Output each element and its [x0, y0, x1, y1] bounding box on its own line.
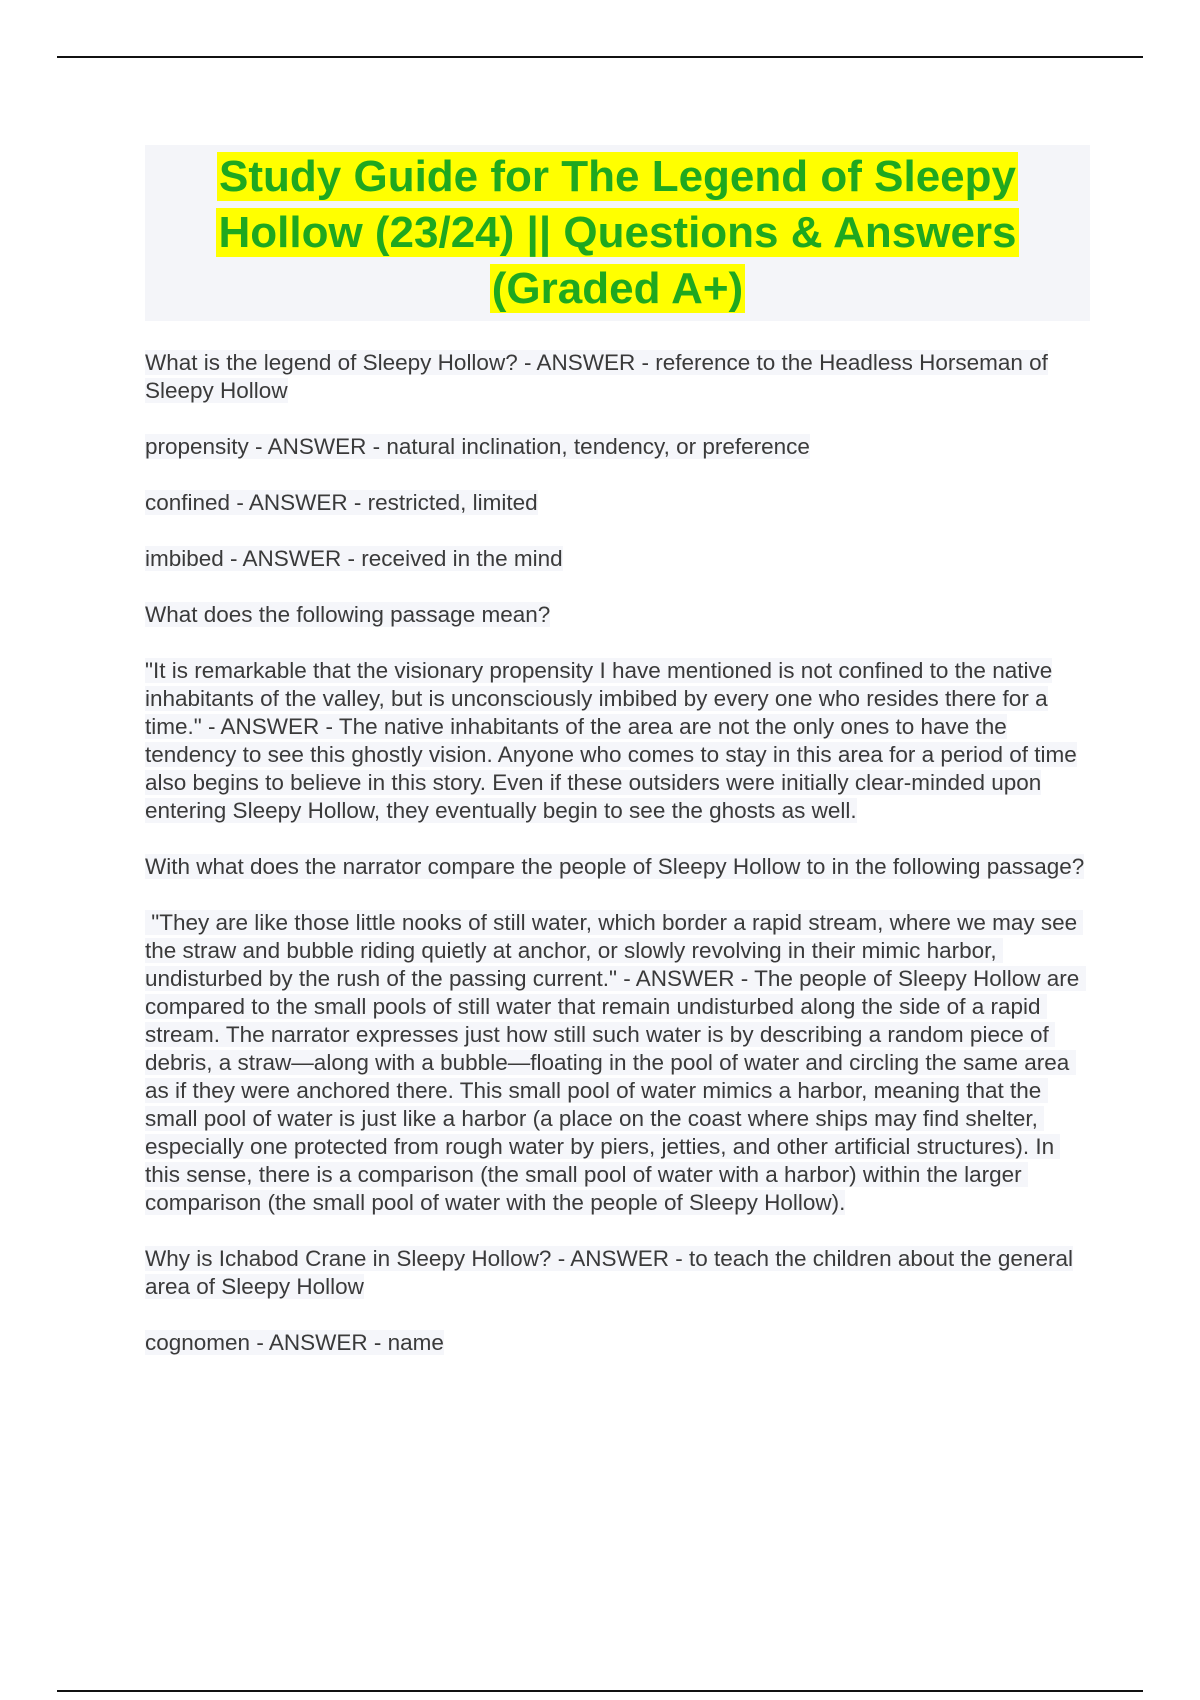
top-rule: [57, 56, 1143, 58]
document-title: [145, 149, 1090, 317]
qa-entry: With what does the narrator compare the people of Sleepy Hollow to in the following passage?: [145, 854, 1085, 879]
qa-entry: propensity - ANSWER - natural inclination, tendency, or preference: [145, 434, 810, 459]
qa-entry: What is the legend of Sleepy Hollow? - ANSWER - reference to the Headless Horseman of Sleepy Hollow: [145, 350, 1048, 403]
title-block: [145, 145, 1090, 321]
document-title-text: Study Guide for The Legend of Sleepy Hollow (23/24) || Questions & Answers (Graded A+): [218, 152, 1017, 313]
qa-entry: What does the following passage mean?: [145, 602, 551, 627]
bottom-rule: [57, 1690, 1143, 1692]
qa-entry: "It is remarkable that the visionary propensity I have mentioned is not confined to the native inhabitants of the valley, but is unconsciously imbibed by every one who resides there for a time." - ANSWER - The native inhabitants of the area are not the only ones to have the tendency to see this ghostly vision. Anyone who comes to stay in this area for a period of time also begins to believe in this story. Even if these outsiders were initially clear-minded upon entering Sleepy Hollow, they eventually begin to see the ghosts as well.: [145, 658, 1077, 823]
document-body: [145, 145, 1090, 1385]
qa-entry: "They are like those little nooks of still water, which border a rapid stream, where we may see the straw and bubble riding quietly at anchor, or slowly revolving in their mimic harbor, undisturbed by the rush of the passing current." - ANSWER - The people of Sleepy Hollow are compared to the small pools of still water that remain undisturbed along the side of a rapid stream. The narrator expresses just how still such water is by describing a random piece of debris, a straw—along with a bubble—floating in the pool of water and circling the same area as if they were anchored there. This small pool of water mimics a harbor, meaning that the small pool of water is just like a harbor (a place on the coast where ships may find shelter, especially one protected from rough water by piers, jetties, and other artificial structures). In this sense, there is a comparison (the small pool of water with a harbor) within the larger comparison (the small pool of water with the people of Sleepy Hollow).: [145, 910, 1086, 1215]
qa-entry: imbibed - ANSWER - received in the mind: [145, 546, 563, 571]
qa-entry: Why is Ichabod Crane in Sleepy Hollow? - ANSWER - to teach the children about the general area of Sleepy Hollow: [145, 1246, 1073, 1299]
qa-entry: cognomen - ANSWER - name: [145, 1330, 444, 1355]
qa-entry: confined - ANSWER - restricted, limited: [145, 490, 538, 515]
